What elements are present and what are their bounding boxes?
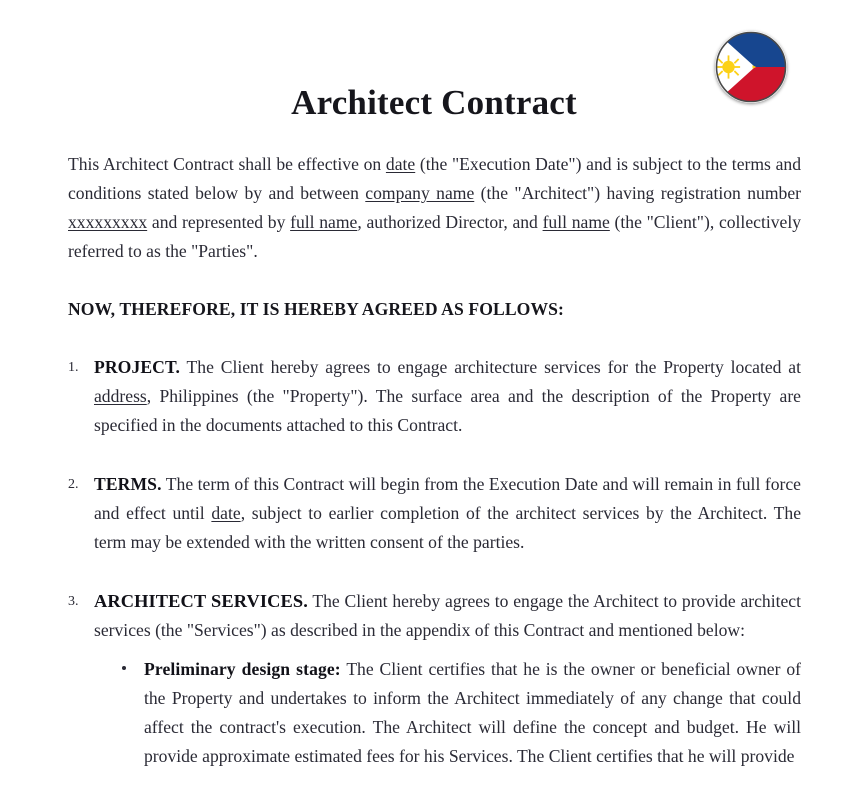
spacer	[68, 266, 801, 295]
clause-list	[68, 353, 801, 771]
clause-text-before: The term of this Contract will begin from the Execution Date and will remain in full force and effect until	[94, 474, 801, 523]
spacer	[68, 324, 801, 353]
bullet-lead-label: Preliminary design stage:	[144, 659, 341, 679]
clause-text-before: The Client hereby agrees to engage architecture services for the Property located at	[180, 357, 801, 377]
clause-lead-label: PROJECT.	[94, 357, 181, 377]
clause-item-architect-services	[68, 587, 801, 771]
clause-lead-label: ARCHITECT SERVICES.	[94, 591, 308, 611]
clause-item-terms	[68, 470, 801, 557]
clause-text-before: The Client hereby agrees to engage the Architect to provide architect services (the "Services") as described in the appendix of this Contract and mentioned below:	[94, 591, 801, 640]
placeholder-full-name-client[interactable]: full name	[542, 212, 610, 232]
agreement-heading: NOW, THEREFORE, IT IS HEREBY AGREED AS FOLLOWS:	[68, 299, 564, 319]
document-body	[68, 150, 801, 771]
placeholder-full-name-director[interactable]: full name	[290, 212, 358, 232]
placeholder-date-end[interactable]: date	[211, 503, 241, 523]
intro-text-5: , authorized Director, and	[357, 212, 543, 232]
intro-paragraph	[68, 150, 801, 266]
intro-text-6: (the "Client"), collectively referred to as the "Parties".	[68, 212, 802, 261]
services-bullet-list	[94, 655, 801, 771]
clause-number: 1.	[68, 360, 79, 375]
intro-text-3: (the "Architect") having registration number	[474, 183, 801, 203]
clause-text-after: , Philippines (the "Property"). The surface area and the description of the Property are specified in the documents attached to this Contract.	[94, 386, 801, 435]
placeholder-company-name[interactable]: company name	[365, 183, 475, 203]
bullet-icon	[122, 666, 126, 670]
clause-number: 2.	[68, 477, 79, 492]
bullet-text: The Client certifies that he is the owner or beneficial owner of the Property and undertakes to inform the Architect immediately of any change that could affect the contract's execution. The Architect will define the concept and budget. He will provide approximate estimated fees for his Services. The Client certifies that he will provide	[144, 659, 801, 766]
clause-lead-label: TERMS.	[94, 474, 162, 494]
placeholder-address[interactable]: address	[94, 386, 147, 406]
placeholder-registration-number[interactable]: xxxxxxxxx	[68, 212, 148, 232]
clause-item-project	[68, 353, 801, 440]
clause-number: 3.	[68, 594, 79, 609]
intro-text-2: (the "Execution Date") and is subject to the terms and conditions stated below by and between	[68, 154, 801, 203]
page-title: Architect Contract	[291, 83, 577, 123]
list-item	[122, 655, 801, 771]
intro-text-1: This Architect Contract shall be effective on	[68, 154, 386, 174]
clause-text-after: , subject to earlier completion of the architect services by the Architect. The term may be extended with the written consent of the parties.	[94, 503, 801, 552]
placeholder-date-execution[interactable]: date	[385, 154, 416, 174]
intro-text-4: and represented by	[147, 212, 291, 232]
